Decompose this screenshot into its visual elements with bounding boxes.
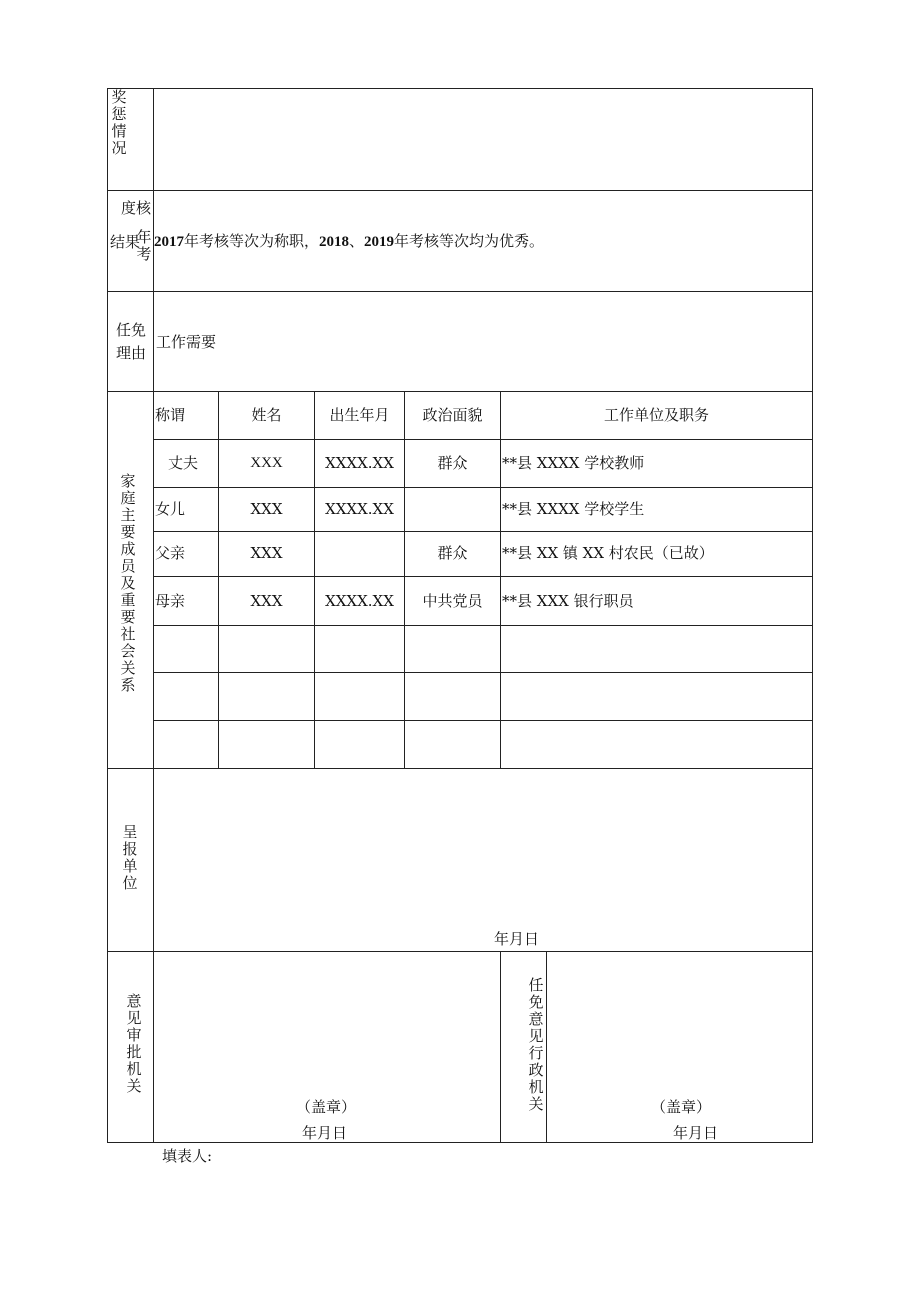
family-row-name: XXX	[250, 500, 283, 518]
family-row-political: 群众	[437, 544, 468, 562]
family-row-name: XXX	[250, 592, 283, 610]
col-divider	[218, 391, 219, 768]
appraisal-label-vertical: 年考	[136, 228, 152, 263]
header-relation: 称谓	[155, 406, 186, 424]
col-divider	[500, 391, 501, 768]
row-divider	[154, 625, 812, 626]
row-divider	[108, 768, 812, 769]
submitting-unit-label: 呈报单位	[122, 823, 138, 892]
reason-content: 工作需要	[156, 333, 217, 351]
family-row-relation: 父亲	[155, 544, 186, 562]
row-divider	[154, 720, 812, 721]
family-row-workplace: **县 XX 镇 XX 村农民（已故）	[502, 544, 714, 562]
family-row-birth: XXXX.XX	[325, 592, 394, 610]
family-row-relation: 丈夫	[168, 454, 199, 472]
appraisal-label-line1: 度核	[120, 199, 151, 217]
family-row-birth: XXXX.XX	[325, 500, 394, 518]
approval-authority-label: 意见审批机关	[126, 992, 142, 1095]
row-divider	[154, 439, 812, 440]
family-row-name: XXX	[250, 544, 283, 562]
admin-date: 年月日	[673, 1124, 719, 1142]
appraisal-content: 2017年考核等次为称职，2018、2019年考核等次均为优秀。	[154, 232, 545, 250]
family-row-workplace: **县 XXX 银行职员	[502, 592, 634, 610]
row-divider	[108, 190, 812, 191]
approval-seal: （盖章）	[296, 1098, 357, 1116]
header-name: 姓名	[251, 406, 282, 424]
appointment-form-table	[107, 88, 813, 1143]
col-divider	[500, 951, 501, 1142]
col-divider	[404, 391, 405, 768]
row-divider	[154, 672, 812, 673]
row-divider	[154, 576, 812, 577]
family-row-relation: 母亲	[155, 592, 186, 610]
row-divider	[154, 487, 812, 488]
family-row-name: XXX	[250, 455, 283, 471]
row-divider	[108, 291, 812, 292]
row-divider	[108, 951, 812, 952]
admin-seal: （盖章）	[651, 1098, 712, 1116]
approval-date: 年月日	[302, 1124, 348, 1142]
col-divider	[546, 951, 547, 1142]
header-workplace: 工作单位及职务	[603, 406, 709, 424]
family-row-workplace: **县 XXXX 学校学生	[502, 500, 645, 518]
family-row-birth: XXXX.XX	[325, 454, 394, 472]
row-divider	[108, 391, 812, 392]
family-label: 家庭主要成员及重要社会关系	[120, 472, 136, 694]
submitting-unit-date: 年月日	[494, 930, 540, 948]
rewards-label: 奖惩情况	[111, 88, 127, 157]
reason-label-line1: 任免	[116, 321, 147, 339]
rewards-content	[158, 95, 798, 185]
reason-label-line2: 理由	[116, 344, 147, 362]
family-row-political: 群众	[437, 454, 468, 472]
filler-label: 填表人:	[162, 1147, 213, 1165]
appraisal-label-line2: 结果	[110, 233, 141, 251]
header-political: 政治面貌	[422, 406, 483, 424]
admin-authority-label: 任免意见行政机关	[528, 976, 544, 1113]
row-divider	[154, 531, 812, 532]
family-row-political: 中共党员	[422, 592, 483, 610]
family-row-workplace: **县 XXXX 学校教师	[502, 454, 645, 472]
col-divider	[314, 391, 315, 768]
family-row-relation: 女儿	[155, 500, 186, 518]
header-birth: 出生年月	[329, 406, 390, 424]
